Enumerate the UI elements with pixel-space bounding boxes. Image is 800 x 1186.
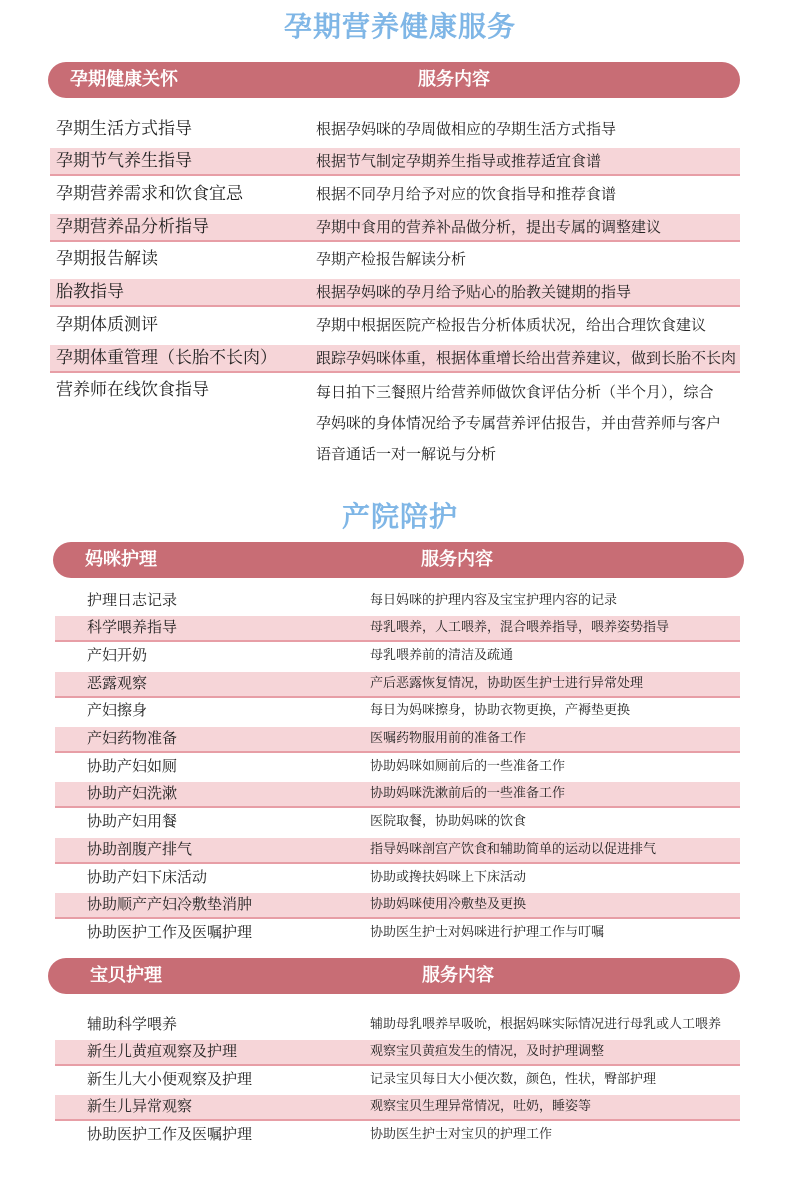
table-header <box>53 542 744 578</box>
row-content: 协助妈咪洗漱前后的一些准备工作 <box>370 786 566 801</box>
row-item: 科学喂养指导 <box>87 618 178 636</box>
header-col2: 服务内容 <box>422 965 494 986</box>
row-item: 胎教指导 <box>56 282 124 302</box>
row-item: 新生儿大小便观察及护理 <box>87 1070 253 1088</box>
row-item: 孕期节气养生指导 <box>56 151 192 171</box>
row-item: 恶露观察 <box>87 674 148 692</box>
table-row <box>55 838 740 864</box>
row-item: 新生儿黄疸观察及护理 <box>87 1042 238 1060</box>
row-item: 新生儿异常观察 <box>87 1097 193 1115</box>
row-item: 孕期体重管理（长胎不长肉） <box>56 348 277 368</box>
table-row <box>50 116 740 142</box>
row-item: 协助产妇用餐 <box>87 812 178 830</box>
row-content: 记录宝贝每日大小便次数，颜色，性状，臀部护理 <box>370 1072 657 1087</box>
row-item: 协助产妇下床活动 <box>87 868 208 886</box>
row-item: 辅助科学喂养 <box>87 1015 178 1033</box>
table-row <box>55 1013 740 1037</box>
table-row <box>50 181 740 207</box>
row-item: 营养师在线饮食指导 <box>56 380 209 400</box>
table-row <box>55 672 740 698</box>
row-content: 每日为妈咪擦身，协助衣物更换，产褥垫更换 <box>370 703 631 718</box>
row-item: 协助医护工作及医嘱护理 <box>87 923 253 941</box>
row-content: 协助妈咪使用冷敷垫及更换 <box>370 897 527 912</box>
table-row <box>55 810 740 834</box>
header-col1: 妈咪护理 <box>85 549 157 570</box>
row-content: 协助或搀扶妈咪上下床活动 <box>370 870 527 885</box>
row-content: 根据节气制定孕期养生指导或推荐适宜食谱 <box>316 152 602 170</box>
table-row <box>55 699 740 723</box>
row-content: 协助医生护士对宝贝的护理工作 <box>370 1127 553 1142</box>
table-row <box>55 893 740 919</box>
header-col1: 宝贝护理 <box>90 965 162 986</box>
table-row <box>55 727 740 753</box>
row-content: 孕期中根据医院产检报告分析体质状况，给出合理饮食建议 <box>316 316 707 334</box>
header-col2: 服务内容 <box>421 549 493 570</box>
table-row <box>55 866 740 890</box>
row-content: 观察宝贝生理异常情况，吐奶，睡姿等 <box>370 1099 592 1114</box>
table-row <box>50 312 740 338</box>
row-item: 护理日志记录 <box>87 591 178 609</box>
row-content: 观察宝贝黄疸发生的情况，及时护理调整 <box>370 1044 605 1059</box>
row-content: 每日拍下三餐照片给营养师做饮食评估分析（半个月），综合孕妈咪的身体情况给予专属营养评估报告，并由营养师与客户语音通话一对一解说与分析 <box>316 383 722 463</box>
header-col1: 孕期健康关怀 <box>70 69 178 90</box>
row-content: 每日妈咪的护理内容及宝宝护理内容的记录 <box>370 593 618 608</box>
table-row <box>55 782 740 808</box>
table-row <box>50 148 740 176</box>
table-header <box>48 958 740 994</box>
row-item: 孕期生活方式指导 <box>56 119 192 139</box>
header-col2: 服务内容 <box>418 69 490 90</box>
row-item: 协助顺产产妇冷敷垫消肿 <box>87 895 253 913</box>
table-row <box>50 377 740 473</box>
row-content: 协助妈咪如厕前后的一些准备工作 <box>370 759 566 774</box>
row-content: 孕期中食用的营养补品做分析，提出专属的调整建议 <box>316 218 662 236</box>
row-content: 根据孕妈咪的孕周做相应的孕期生活方式指导 <box>316 120 617 138</box>
table-row <box>55 755 740 779</box>
row-content: 孕期产检报告解读分析 <box>316 250 467 268</box>
row-item: 孕期报告解读 <box>56 249 158 269</box>
row-item: 产妇药物准备 <box>87 729 178 747</box>
table-header <box>48 62 740 98</box>
table-row <box>55 644 740 668</box>
table-row <box>55 1123 740 1147</box>
section-title: 产院陪护 <box>341 500 458 533</box>
table-row <box>50 214 740 242</box>
table-row <box>55 1040 740 1066</box>
table-row <box>55 921 740 945</box>
row-content: 辅助母乳喂养早吸吮，根据妈咪实际情况进行母乳或人工喂养 <box>370 1017 722 1032</box>
table-row <box>50 279 740 307</box>
row-content: 根据孕妈咪的孕月给予贴心的胎教关键期的指导 <box>316 283 632 301</box>
row-item: 协助产妇洗漱 <box>87 784 178 802</box>
row-content: 母乳喂养，人工喂养，混合喂养指导，喂养姿势指导 <box>370 620 670 635</box>
row-content: 协助医生护士对妈咪进行护理工作与叮嘱 <box>370 925 605 940</box>
table-row <box>55 589 740 613</box>
row-content: 产后恶露恢复情况，协助医生护士进行异常处理 <box>370 676 644 691</box>
row-content: 指导妈咪剖宫产饮食和辅助简单的运动以促进排气 <box>370 842 657 857</box>
row-item: 孕期体质测评 <box>56 315 158 335</box>
row-item: 协助产妇如厕 <box>87 757 178 775</box>
row-item: 孕期营养品分析指导 <box>56 217 209 237</box>
row-item: 产妇开奶 <box>87 646 148 664</box>
table-row <box>55 1095 740 1121</box>
table-row <box>55 1068 740 1092</box>
row-item: 产妇擦身 <box>87 701 148 719</box>
row-content: 医院取餐，协助妈咪的饮食 <box>370 814 527 829</box>
section-title: 孕期营养健康服务 <box>283 10 516 43</box>
row-content: 母乳喂养前的清洁及疏通 <box>370 648 514 663</box>
row-item: 协助剖腹产排气 <box>87 840 193 858</box>
table-row <box>50 246 740 272</box>
table-row <box>50 345 740 373</box>
row-item: 协助医护工作及医嘱护理 <box>87 1125 253 1143</box>
row-content: 医嘱药物服用前的准备工作 <box>370 731 527 746</box>
row-item: 孕期营养需求和饮食宜忌 <box>56 184 243 204</box>
row-content: 跟踪孕妈咪体重，根据体重增长给出营养建议，做到长胎不长肉 <box>316 349 737 367</box>
row-content: 根据不同孕月给予对应的饮食指导和推荐食谱 <box>316 185 617 203</box>
table-row <box>55 616 740 642</box>
